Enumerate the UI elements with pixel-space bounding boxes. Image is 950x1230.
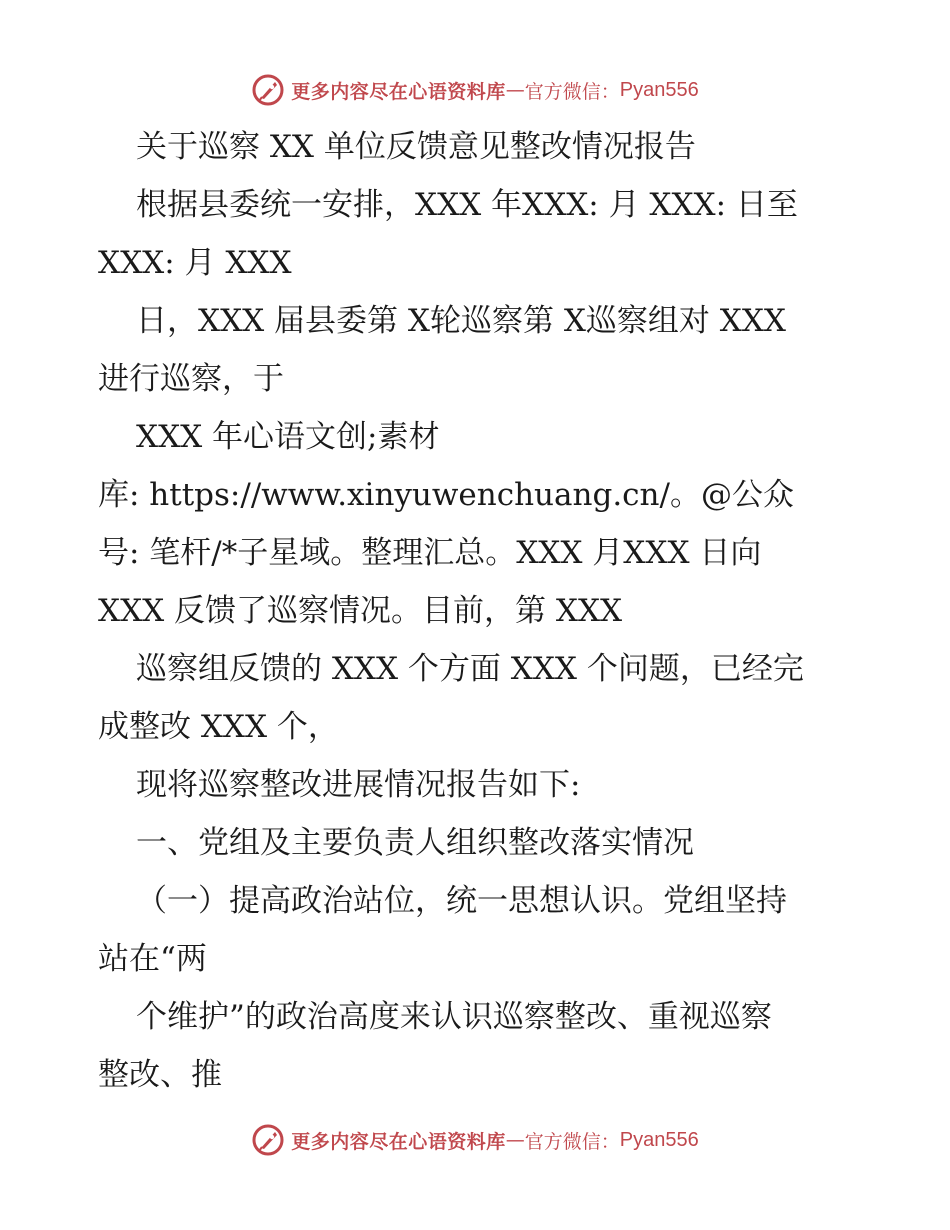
text-line: （一）提高政治站位，统一思想认识。党组坚持 bbox=[136, 883, 787, 919]
text-line: 个维护”的政治高度来认识巡察整改、重视巡察 bbox=[136, 999, 772, 1035]
text-line: 日，XXX 届县委第 X轮巡察第 X巡察组对 XXX bbox=[136, 303, 786, 339]
text-line: 成整改 XXX 个， bbox=[98, 709, 339, 745]
text-line: XXX 年心语文创;素材 bbox=[136, 419, 440, 455]
text-line: 根据县委统一安排，XXX 年XXX: 月 XXX: 日至 bbox=[136, 187, 798, 223]
quill-logo-icon bbox=[251, 73, 285, 107]
header-banner bbox=[0, 70, 950, 110]
quill-logo-icon bbox=[251, 1123, 285, 1157]
banner-slogan: 更多内容尽在心语资料库 bbox=[291, 1130, 506, 1153]
text-line: 巡察组反馈的 XXX 个方面 XXX 个问题，已经完 bbox=[136, 651, 804, 687]
banner-separator: — bbox=[505, 79, 525, 101]
banner-wechat-id: Pyan556 bbox=[619, 1128, 699, 1151]
banner-separator: — bbox=[505, 1129, 525, 1151]
document-body bbox=[98, 118, 858, 1104]
footer-banner bbox=[0, 1120, 950, 1160]
text-line: 整改、推 bbox=[98, 1057, 222, 1093]
banner-slogan: 更多内容尽在心语资料库 bbox=[291, 80, 506, 103]
banner-wechat-id: Pyan556 bbox=[619, 78, 699, 101]
text-line: 一、党组及主要负责人组织整改落实情况 bbox=[136, 825, 694, 861]
text-line: XXX: 月 XXX bbox=[98, 245, 292, 281]
text-line: 现将巡察整改进展情况报告如下: bbox=[136, 767, 581, 803]
text-line: 站在“两 bbox=[98, 941, 207, 977]
banner-wechat-label: 官方微信： bbox=[524, 80, 620, 103]
text-line: 进行巡察，于 bbox=[98, 361, 284, 397]
text-line: 库: https://www.xinyuwenchuang.cn/。@公众 bbox=[98, 477, 794, 513]
text-line: XXX 反馈了巡察情况。目前，第 XXX bbox=[98, 593, 623, 629]
text-line: 关于巡察 XX 单位反馈意见整改情况报告 bbox=[136, 129, 696, 165]
text-line: 号: 笔杆/*子星域。整理汇总。XXX 月XXX 日向 bbox=[98, 535, 762, 571]
banner-wechat-label: 官方微信： bbox=[524, 1130, 620, 1153]
